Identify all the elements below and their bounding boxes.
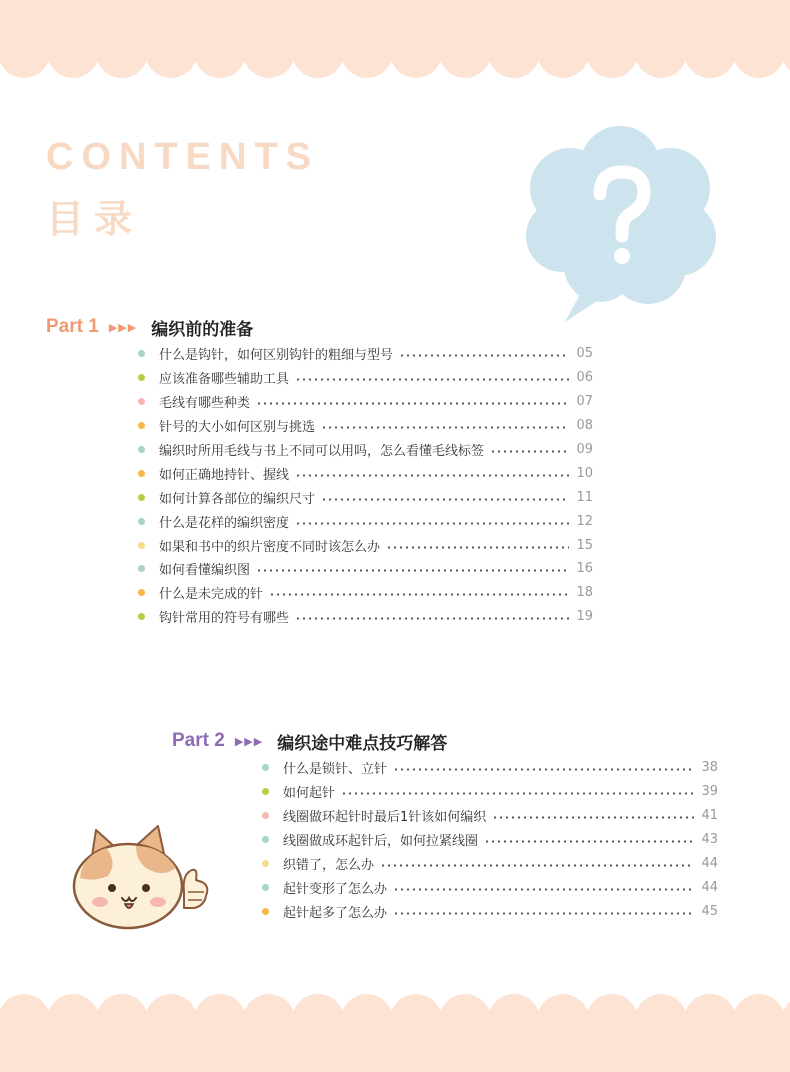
toc-item-title: 什么是未完成的针 — [159, 587, 264, 603]
toc-item-title: 如何正确地持针、握线 — [159, 467, 290, 483]
toc-item-page: 16 — [576, 561, 593, 577]
toc-item[interactable] — [138, 533, 593, 557]
dot-leader — [295, 474, 569, 477]
toc-item-title: 如何计算各部位的编织尺寸 — [159, 491, 316, 507]
toc-item[interactable] — [262, 780, 718, 804]
part-2-section — [172, 728, 732, 923]
toc-item[interactable] — [138, 366, 593, 390]
toc-item-page: 39 — [701, 784, 718, 800]
toc-item[interactable] — [138, 557, 593, 581]
toc-item-page: 44 — [701, 856, 718, 871]
toc-item-title: 什么是锁针、立针 — [283, 762, 388, 778]
dot-leader — [399, 354, 569, 357]
toc-item-page: 05 — [576, 346, 593, 362]
toc-item-page: 06 — [576, 370, 593, 386]
toc-item-page: 41 — [701, 808, 718, 824]
toc-item[interactable] — [262, 852, 718, 876]
bullet-dot-icon — [262, 836, 269, 843]
bullet-dot-icon — [138, 350, 145, 357]
contents-title-cn: 目录 — [46, 197, 143, 241]
toc-item[interactable] — [138, 485, 593, 509]
toc-item-title: 如果和书中的织片密度不同时该怎么办 — [159, 539, 381, 555]
question-bubble-icon — [520, 126, 720, 326]
toc-item[interactable] — [138, 509, 593, 533]
toc-item[interactable] — [138, 605, 593, 629]
top-scallop-border — [0, 0, 790, 82]
toc-item[interactable] — [262, 899, 718, 923]
dot-leader — [269, 593, 569, 596]
toc-item-page: 38 — [701, 760, 718, 776]
toc-item[interactable] — [138, 438, 593, 462]
bullet-dot-icon — [138, 446, 145, 453]
toc-item[interactable] — [138, 390, 593, 414]
bullet-dot-icon — [138, 470, 145, 477]
toc-item-page: 43 — [701, 832, 718, 848]
bullet-dot-icon — [138, 494, 145, 501]
toc-item-title: 毛线有哪些种类 — [159, 396, 251, 412]
toc-item-title: 什么是钩针，如何区别钩针的粗细与型号 — [159, 348, 394, 364]
dot-leader — [321, 426, 569, 429]
bullet-dot-icon — [262, 764, 269, 771]
part-2-label: Part 2 — [172, 730, 225, 751]
toc-item-title: 针号的大小如何区别与挑选 — [159, 420, 316, 436]
toc-item[interactable] — [138, 414, 593, 438]
dot-leader — [490, 450, 569, 453]
bullet-dot-icon — [262, 884, 269, 891]
toc-item-title: 织错了，怎么办 — [283, 858, 375, 873]
bullet-dot-icon — [262, 908, 269, 915]
dot-leader — [256, 402, 569, 405]
dot-leader — [492, 816, 694, 819]
toc-item-page: 18 — [576, 585, 593, 601]
dot-leader — [393, 888, 694, 891]
toc-item-page: 44 — [701, 879, 718, 895]
toc-item-title: 线圈做环起针时最后1针该如何编织 — [283, 810, 487, 826]
dot-leader — [393, 912, 694, 915]
bullet-dot-icon — [262, 860, 269, 867]
dot-leader — [256, 569, 569, 572]
toc-item-page: 12 — [576, 513, 593, 529]
toc-item-page: 07 — [576, 394, 593, 410]
bullet-dot-icon — [138, 422, 145, 429]
part-2-title: 编织途中难点技巧解答 — [277, 733, 448, 754]
bullet-dot-icon — [138, 589, 145, 596]
toc-item-page: 19 — [576, 609, 593, 625]
toc-item-title: 什么是花样的编织密度 — [159, 515, 290, 531]
toc-item-page: 15 — [576, 537, 593, 553]
toc-item[interactable] — [262, 828, 718, 852]
toc-item[interactable] — [138, 461, 593, 485]
toc-item-title: 编织时所用毛线与书上不同可以用吗，怎么看懂毛线标签 — [159, 444, 485, 459]
toc-item-page: 11 — [576, 489, 593, 505]
dot-leader — [295, 522, 569, 525]
toc-item-title: 如何起针 — [283, 786, 336, 802]
dot-leader — [484, 840, 694, 843]
toc-item[interactable] — [138, 342, 593, 366]
part-1-toc-list — [46, 342, 606, 629]
toc-item-title: 线圈做成环起针后，如何拉紧线圈 — [283, 834, 479, 850]
dot-leader — [341, 792, 694, 795]
cat-mascot-icon — [66, 822, 216, 932]
toc-item-title: 起针起多了怎么办 — [283, 905, 388, 921]
contents-title: CONTENTS — [46, 136, 319, 178]
dot-leader — [386, 546, 569, 549]
bullet-dot-icon — [138, 542, 145, 549]
toc-item[interactable] — [262, 875, 718, 899]
bottom-scallop-border — [0, 990, 790, 1072]
part-1-header — [46, 314, 606, 340]
dot-leader — [295, 617, 569, 620]
toc-item-page: 45 — [701, 903, 718, 919]
bullet-dot-icon — [262, 788, 269, 795]
bullet-dot-icon — [262, 812, 269, 819]
bullet-dot-icon — [138, 565, 145, 572]
dot-leader — [295, 378, 569, 381]
toc-item-title: 起针变形了怎么办 — [283, 881, 388, 897]
dot-leader — [321, 498, 569, 501]
bullet-dot-icon — [138, 518, 145, 525]
toc-item-title: 如何看懂编织图 — [159, 563, 251, 579]
part-1-label: Part 1 — [46, 316, 99, 337]
toc-item[interactable] — [262, 804, 718, 828]
arrows-icon: ▶▶▶ — [108, 320, 138, 334]
toc-item-title: 钩针常用的符号有哪些 — [159, 611, 290, 627]
part-1-title: 编织前的准备 — [151, 319, 254, 340]
bullet-dot-icon — [138, 374, 145, 381]
toc-item[interactable] — [262, 756, 718, 780]
dot-leader — [380, 864, 694, 867]
arrows-icon: ▶▶▶ — [234, 734, 264, 748]
bullet-dot-icon — [138, 613, 145, 620]
toc-item-page: 10 — [576, 465, 593, 481]
part-2-toc-list — [172, 756, 732, 923]
bullet-dot-icon — [138, 398, 145, 405]
part-1-section — [46, 314, 606, 629]
toc-item-title: 应该准备哪些辅助工具 — [159, 372, 290, 388]
toc-item-page: 09 — [576, 442, 593, 457]
toc-item-page: 08 — [576, 418, 593, 434]
dot-leader — [393, 768, 694, 771]
part-2-header — [172, 728, 732, 754]
toc-item[interactable] — [138, 581, 593, 605]
